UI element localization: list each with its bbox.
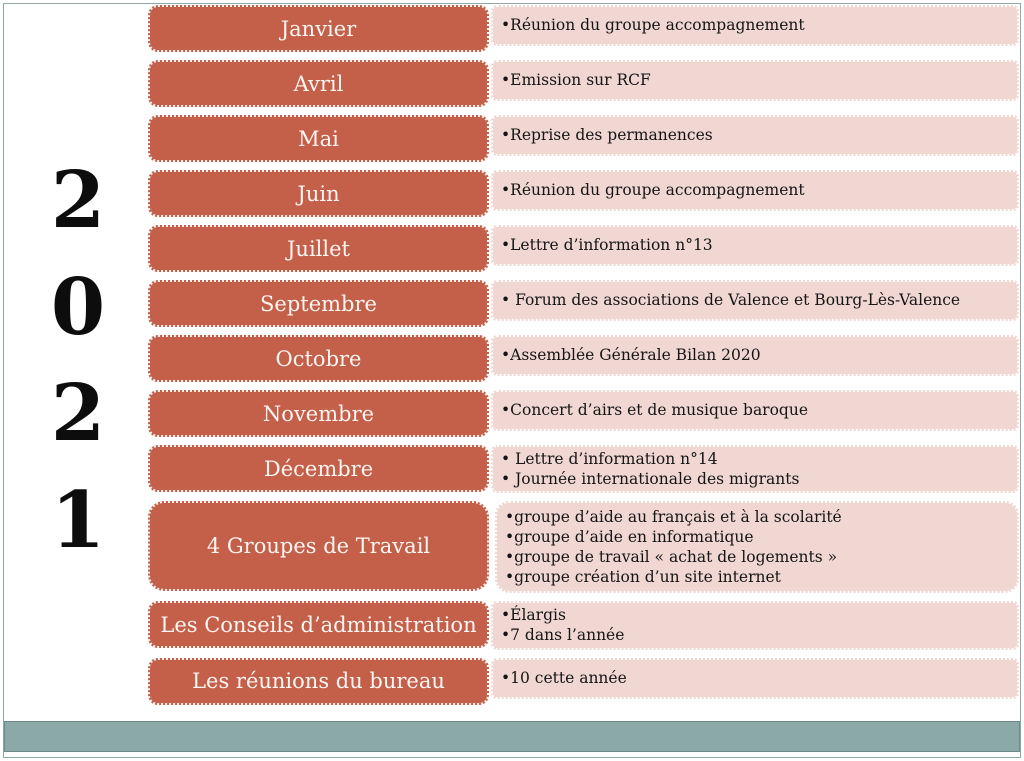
timeline-row (148, 170, 1019, 217)
event-line: • Journée internationale des migrants (501, 470, 800, 489)
year-2021 (28, 155, 128, 566)
month-label: Octobre (148, 335, 489, 382)
event-panel (491, 335, 1019, 376)
year-digit: 2 (50, 368, 106, 460)
footer-bar (4, 721, 1020, 752)
event-panel (491, 170, 1019, 211)
timeline-row (148, 658, 1019, 705)
month-label: Novembre (148, 390, 489, 437)
year-digit: 0 (50, 261, 106, 353)
year-digit: 2 (50, 155, 106, 246)
event-line: •Concert d’airs et de musique baroque (501, 401, 809, 420)
timeline-row (148, 501, 1019, 593)
event-line: •Élargis (501, 606, 566, 625)
event-line: • Lettre d’information n°14 (501, 450, 718, 468)
month-label: Décembre (148, 445, 489, 492)
timeline-row (148, 5, 1019, 52)
timeline-row (148, 335, 1019, 382)
event-panel (491, 115, 1019, 156)
event-panel (495, 501, 1019, 593)
month-label: Janvier (148, 5, 489, 52)
event-panel (491, 445, 1019, 493)
month-label: Les Conseils d’administration (148, 601, 489, 648)
event-panel (491, 390, 1019, 431)
timeline-row (148, 60, 1019, 107)
event-panel (491, 280, 1019, 321)
event-line: •Lettre d’information n°13 (501, 236, 713, 255)
event-panel (491, 60, 1019, 101)
event-line: •Emission sur RCF (501, 71, 651, 90)
event-panel (491, 658, 1019, 699)
month-label: Les réunions du bureau (148, 658, 489, 705)
event-panel (491, 601, 1019, 649)
timeline-row (148, 280, 1019, 327)
timeline-rows (148, 5, 1019, 705)
month-label: Juin (148, 170, 489, 217)
month-label: Juillet (148, 225, 489, 272)
event-line: •groupe d’aide au français et à la scolarité (505, 508, 842, 526)
event-line: •10 cette année (501, 668, 627, 687)
event-panel (491, 5, 1019, 46)
timeline-row (148, 225, 1019, 272)
month-label: Avril (148, 60, 489, 107)
event-line: •groupe création d’un site internet (505, 568, 781, 587)
event-line: • Forum des associations de Valence et Bourg-Lès-Valence (501, 291, 961, 310)
event-line: •Réunion du groupe accompagnement (501, 181, 805, 200)
year-digit: 1 (50, 474, 106, 566)
month-label: Septembre (148, 280, 489, 327)
month-label: Mai (148, 115, 489, 162)
event-line: •Assemblée Générale Bilan 2020 (501, 346, 761, 365)
month-label: 4 Groupes de Travail (148, 501, 489, 591)
timeline-row (148, 601, 1019, 649)
event-line: •7 dans l’année (501, 626, 625, 645)
event-line: •Reprise des permanences (501, 126, 713, 145)
timeline-row (148, 115, 1019, 162)
timeline-row (148, 445, 1019, 493)
timeline-row (148, 390, 1019, 437)
event-line: •Réunion du groupe accompagnement (501, 16, 805, 35)
event-line: •groupe de travail « achat de logements » (505, 548, 838, 567)
event-panel (491, 225, 1019, 266)
event-line: •groupe d’aide en informatique (505, 528, 754, 547)
